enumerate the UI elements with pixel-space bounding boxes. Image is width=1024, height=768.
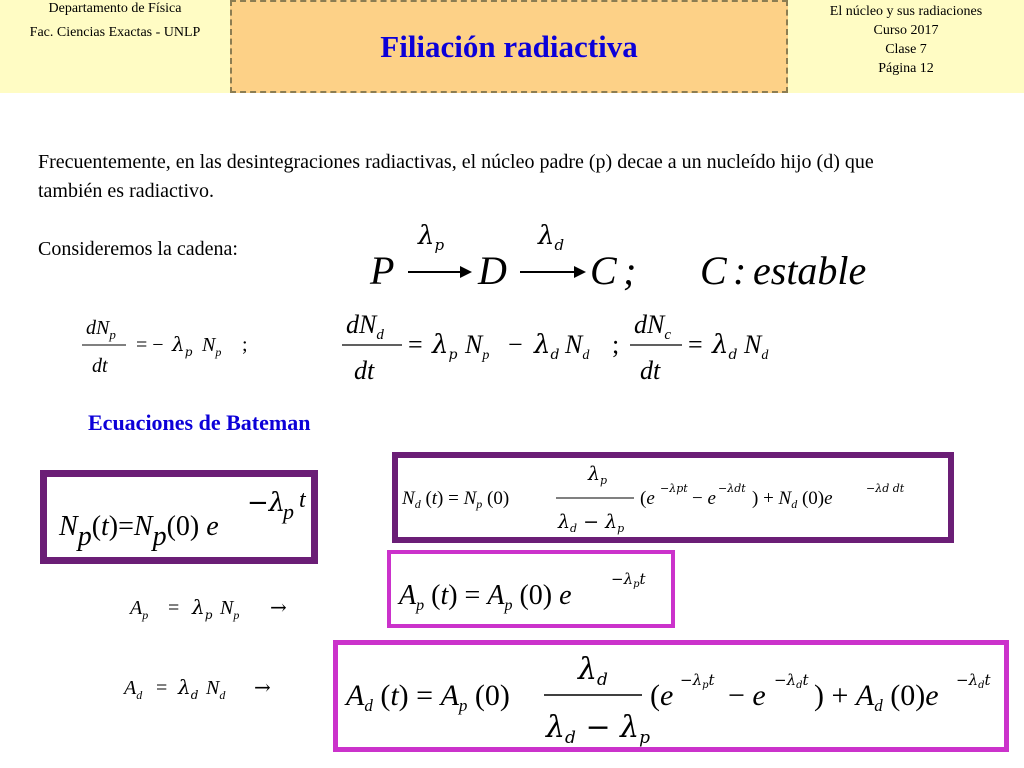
svg-text:Nd: $N_d$	[565, 330, 590, 363]
svg-text:estable: estable	[753, 248, 867, 293]
svg-text:;: ;	[612, 330, 620, 359]
np-solution-svg	[47, 477, 311, 557]
svg-text:;: ;	[242, 334, 248, 356]
svg-text:−λd dt: −λd dt	[866, 482, 905, 495]
course-year: Curso 2017	[873, 23, 939, 38]
svg-text:→: →	[254, 675, 271, 699]
svg-text:Nd (t) = Np (0): $N_d$ $(t) = N_p$ (0)	[402, 488, 510, 511]
svg-text:) + Ad (0)e: ) + $A_d$ (0)e	[814, 679, 939, 715]
ad-definition-svg	[122, 668, 322, 708]
svg-text:dNd: $dN_d$	[346, 310, 384, 343]
svg-text:dNp: $dN_p$	[86, 317, 116, 342]
svg-text:λp: $\lambda_p$	[588, 463, 608, 487]
svg-text:λp: $\lambda_p$	[418, 221, 445, 254]
svg-text:−λdt: $-\lambda_dt$	[956, 671, 991, 691]
svg-text:−: −	[508, 330, 523, 359]
svg-text:= −: = −	[136, 334, 164, 356]
page-number: Página 12	[878, 61, 934, 76]
ap-solution-svg	[391, 554, 671, 624]
svg-text:dNc: $dN_c$	[634, 310, 672, 343]
svg-text:λp: $\lambda_p$	[432, 330, 458, 363]
class-number: Clase 7	[885, 42, 927, 57]
svg-text:Ad: $A_d$	[124, 677, 143, 702]
page-title: Filiación radiactiva	[380, 28, 638, 64]
svg-text:λp: $\lambda_p$	[172, 332, 193, 359]
svg-text:Ap (t) = Ap (0) e: $A_p$ $(t) = A_p$ (0) e	[399, 580, 572, 614]
svg-text:=: =	[408, 330, 423, 359]
ap-solution-box	[387, 550, 675, 628]
svg-text:λd − λp: $\lambda_d - \lambda_p$	[546, 710, 651, 747]
decay-chain-equation	[368, 214, 928, 294]
svg-text:Nd: $N_d$	[744, 330, 769, 363]
svg-text:Ap: $A_p$	[130, 597, 149, 622]
svg-text:Np: $N_p$	[465, 330, 490, 363]
svg-text:;: ;	[623, 248, 637, 293]
bateman-heading: Ecuaciones de Bateman	[88, 410, 311, 435]
equation-dNd-dNc-svg	[340, 305, 800, 390]
svg-text:C: C	[590, 248, 617, 293]
decay-chain-svg	[368, 214, 928, 294]
svg-text:=: =	[156, 677, 168, 699]
svg-text:Np: $N_p$	[202, 334, 222, 359]
svg-text:p: p	[283, 499, 294, 524]
svg-text:dt: dt	[92, 355, 108, 377]
svg-text:−λdt: −λdt	[718, 482, 746, 495]
svg-text:(e: (e	[640, 488, 655, 509]
svg-text:C: C	[700, 248, 727, 293]
ad-solution-svg	[338, 645, 1004, 747]
svg-text:t: t	[299, 487, 306, 513]
svg-text:λd: $\lambda_d$	[178, 675, 199, 702]
svg-text:dt: dt	[640, 356, 661, 385]
svg-text:− e: − e	[692, 488, 716, 509]
intro-paragraph: Frecuentemente, en las desintegraciones radiactivas, el núcleo padre (p) decae a un nucleído hijo (d) que también es radiactivo.	[38, 151, 874, 202]
svg-text:−λpt: −λpt	[660, 482, 688, 495]
svg-text:λd: $\lambda_d$	[534, 330, 560, 363]
department-label: Departamento de Física	[48, 1, 182, 16]
ad-solution-box	[333, 640, 1009, 752]
consider-label: Consideremos la cadena:	[38, 238, 238, 260]
svg-text:Np(t)=Np(0) e: Np(t)=Np(0) e	[59, 511, 219, 552]
np-solution-box	[40, 470, 318, 564]
svg-text:→: →	[270, 595, 287, 619]
svg-text:=: =	[168, 597, 180, 619]
svg-text:λd − λp: $\lambda_d - \lambda_p$	[558, 511, 625, 535]
svg-text:−λpt: $-\lambda_pt$	[611, 570, 646, 590]
header-right	[788, 0, 1024, 93]
svg-text:(e: (e	[650, 679, 674, 712]
ap-definition-svg	[128, 588, 328, 628]
svg-text:λp: $\lambda_p$	[192, 595, 213, 622]
nd-solution-box	[392, 452, 954, 543]
equation-dNp	[80, 310, 280, 385]
svg-text:λd: $\lambda_d$	[578, 652, 608, 690]
header-left	[0, 0, 230, 93]
svg-text:− e: − e	[728, 679, 766, 712]
svg-text:−λpt: $-\lambda_pt$	[680, 671, 715, 691]
svg-text:Nd: $N_d$	[206, 677, 226, 702]
svg-text::: :	[733, 248, 747, 293]
ap-definition	[128, 588, 328, 633]
svg-text:) + Nd (0)e: ) + $N_d$ (0)e	[752, 488, 833, 511]
faculty-label: Fac. Ciencias Exactas - UNLP	[29, 25, 201, 40]
svg-text:D: D	[478, 248, 507, 293]
ad-definition	[122, 668, 322, 713]
equation-dNp-svg	[80, 310, 280, 380]
svg-text:dt: dt	[354, 356, 375, 385]
svg-text:−λdt: $-\lambda_dt$	[774, 671, 809, 691]
svg-text:λd: $\lambda_d$	[538, 221, 565, 254]
svg-text:=: =	[688, 330, 703, 359]
svg-text:−λ: −λ	[247, 488, 286, 518]
svg-text:P: P	[370, 248, 395, 293]
svg-text:Np: $N_p$	[220, 597, 240, 622]
course-name: El núcleo y sus radiaciones	[829, 4, 983, 19]
svg-text:λd: $\lambda_d$	[712, 330, 738, 363]
nd-solution-svg	[398, 458, 948, 537]
header-title-box	[230, 0, 788, 93]
svg-text:Ad (t) = Ap (0): $A_d$ $(t) = A_p$ (0)	[346, 679, 510, 715]
equation-dNd-dNc	[340, 305, 800, 395]
